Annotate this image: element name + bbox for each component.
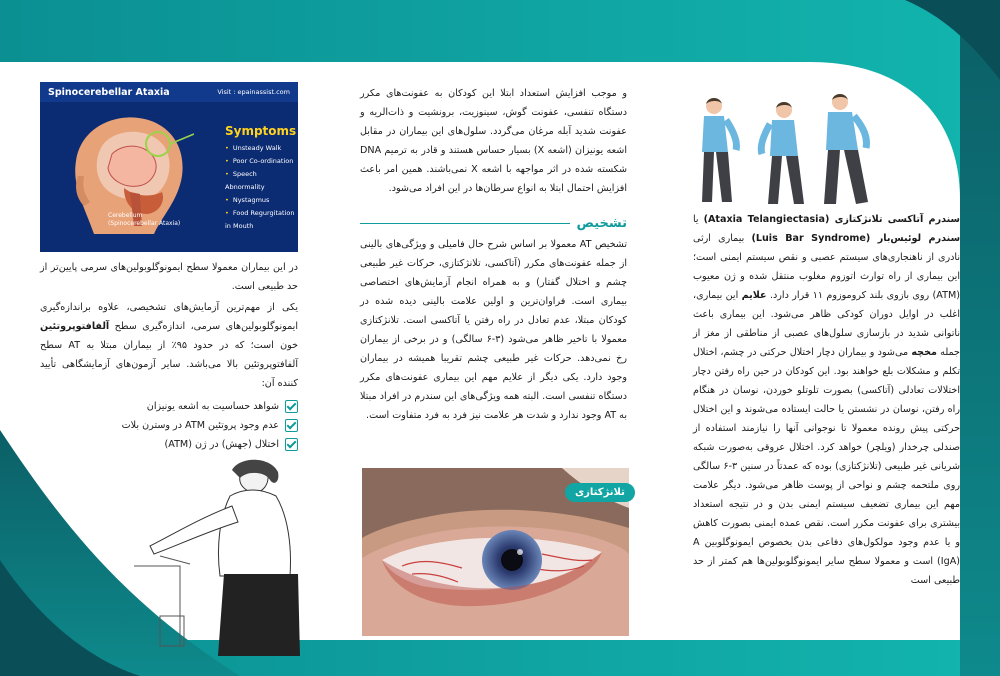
heading-rule	[360, 223, 570, 224]
middle-column	[360, 84, 627, 425]
symptoms-list	[225, 124, 298, 233]
left-column	[40, 258, 298, 454]
right-column	[693, 210, 960, 590]
cerebellum-label: Cerebellum (Spinocerebellar Ataxia)	[108, 212, 181, 227]
symptoms-title: Symptoms	[225, 124, 297, 138]
telangiectasia-tag: تلانژکتازی	[565, 483, 635, 502]
left-paragraph-1: در این بیماران معمولا سطح ایمونوگلوبولین‌های سرمی پایین‌تر از حد طبیعی است.	[40, 262, 298, 292]
lab-test-item: عدم وجود پروتئین ATM در وسترن بلات	[40, 416, 298, 435]
symptom-item: • Unsteady Walk	[225, 142, 298, 155]
check-icon	[285, 419, 298, 432]
left-paragraph-2: یکی از مهم‌ترین آزمایش‌های تشخیصی، علاوه براندازه‌گیری ایمونوگلوبولین‌های سرمی، اندازه‌گیری سطح آلفافتوپروتئین خون است؛ که در حدود ۹۵٪ از بیماران مبتلا به AT سطح آلفافتوپروتئین بالا می‌باشد. سایر آزمون‌های آزمایشگاهی تأیید کننده‌ آن:	[40, 302, 299, 389]
walking-figures-illustration	[690, 92, 880, 212]
lab-test-item: شواهد حساسیت به اشعه یونیزان	[40, 397, 298, 416]
patient-sketch-illustration	[120, 456, 350, 656]
spinocerebellar-ataxia-infographic	[40, 82, 298, 252]
check-icon	[285, 438, 298, 451]
symptom-item: • Poor Co-ordination	[225, 155, 298, 168]
intro-paragraph: سندرم آتاکسی تلانژکتازی (Ataxia Telangiectasia) یا سندرم لوئیس‌بار (Luis Bar Syndrome) بیماری ارثی نادری از ناهنجاری‌های سیستم عصبی و نقص سیستم ایمنی است؛ این بیماری از راه توارث اتوزوم مغلوب منتقل شده و ژن معیوب (ATM) روی بازوی بلند کروموزوم ۱۱ قرار دارد. علایم این بیماری، اغلب در اوایل دوران کودکی ظاهر می‌شود. این بیماری باعث ناتوانی شدید در بازسازی سلول‌های عصبی از مناطقی از مغز از جمله مخچه می‌شود و بیماران دچار اختلال حرکتی در چشم، اختلال تکلم و مشکلات بلع خواهند بود. این کودکان در حین راه رفتن دچار اختلالات تعادلی (آتاکسی) بصورت تلوتلو خوردن، نوسان در هنگام راه رفتن، نوسان در نشستن یا حالت ایستاده می‌شوند و این اختلال حرکتی پیش رونده معمولا تا نوجوانی آنها را نیازمند استفاده از صندلی چرخدار (ویلچر) خواهد کرد. اختلال عروقی به‌صورت شبکه شریانی غیر طبیعی (تلانژکتازی) بوده که عمدتاً در سنین ۳-۶ سالگی روی ملتحمه چشم و نواحی از پوست ظاهر می‌شود. دیگر علامت مهم این بیماری تضعیف سیستم ایمنی بدن و در نتیجه استعداد بیشتری برای عفونت مکرر است. نقص عمده ایمنی بصورت کاهش و یا عدم وجود مولکول‌های دفاعی بدن بخصوص ایمونوگلوبین A (IgA) است و معمولا سطح سایر ایمونوگلوبولین‌ها هم کمتر از حد طبیعی است	[693, 214, 961, 586]
symptom-item: • Food Regurgitation in Mouth	[225, 207, 298, 233]
check-icon	[285, 400, 298, 413]
lab-test-item: اختلال (جهش) در ژن (ATM)	[40, 435, 298, 454]
infographic-title-bar	[40, 82, 298, 102]
infographic-title: Spinocerebellar Ataxia	[48, 86, 170, 98]
infographic-source: Visit : epainassist.com	[217, 88, 290, 96]
symptom-item: • Speech Abnormality	[225, 168, 298, 194]
diagnosis-paragraph: تشخیص AT معمولا بر اساس شرح حال فامیلی و ویژگی‌های بالینی از جمله عفونت‌های مکرر (آتاکسی، تلانژکتازی، حرکات غیر طبیعی چشم و اختلال گفتار) و به همراه انجام آزمایش‌های اختصاصی بیماری است. فراوان‌ترین و اولین علامت بالینی دیده شده در کودکان مبتلا، عدم تعادل در راه رفتن یا آتاکسی است. تلانژکتازی معمولا با تاخیر ظاهر می‌شود (۳-۶ سالگی) و در برخی از بیماران رخ نمی‌دهد. حرکات غیر طبیعی چشم تقریبا همیشه در بیماران وجود دارد. یکی دیگر از علایم مهم این بیماری عفونت‌های مکرر دستگاه تنفسی است. البته همه ویژگی‌های این سندرم در افراد مبتلا به AT وجود ندارد و شدت هر علامت نیز فرد به فرد متفاوت است.	[360, 239, 628, 421]
lab-tests-list	[40, 397, 298, 454]
diagnosis-heading: تشخیص	[360, 216, 627, 231]
middle-paragraph-1: و موجب افزایش استعداد ابتلا این کودکان به عفونت‌های مکرر دستگاه تنفسی، عفونت گوش، سینوزیت، برونشیت و ذات‌الریه و عفونت شدید آبله مرغان می‌گردد. سلول‌های این بیماران در مقابل اشعه یونیزان (اشعه X) بسیار حساس هستند و قادر به ترمیم DNA شکسته شده در اثر مواجهه با اشعه X نمی‌باشند. همین امر باعث افزایش احتمال ابتلا به انواع سرطان‌ها در این افراد می‌شود.	[360, 88, 627, 194]
symptom-item: • Nystagmus	[225, 194, 298, 207]
